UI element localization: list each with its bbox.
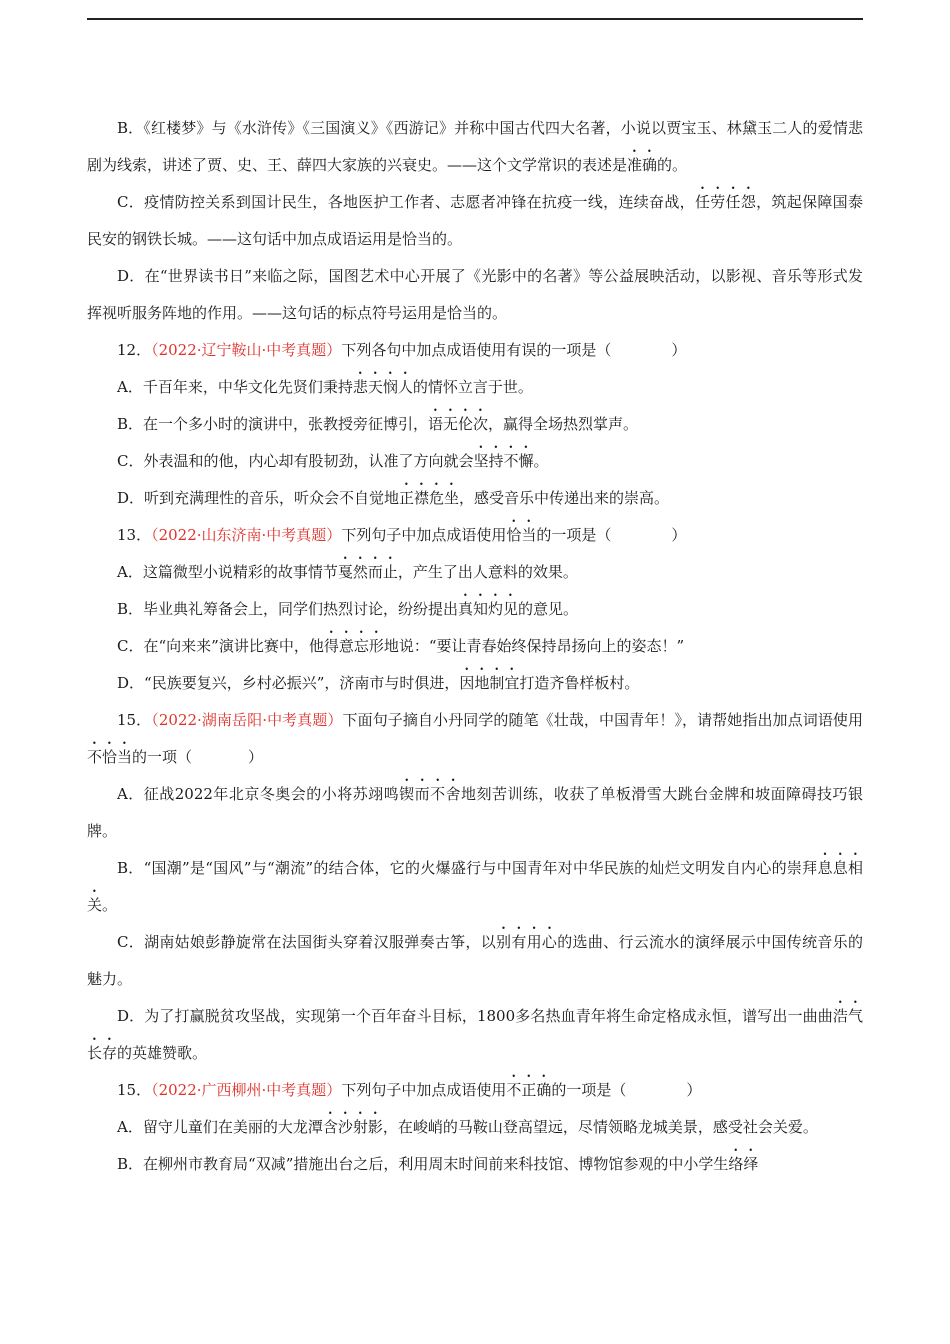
emphasis-word: 别有用心 xyxy=(496,933,558,951)
question-source: （2022·辽宁鞍山·中考真题） xyxy=(151,341,342,359)
q15b-stem: 15．（2022·广西柳州·中考真题）下列句子中加点成语使用不正确的一项是（ ） xyxy=(117,1081,702,1099)
q11-option-d: D．在“世界读书日”来临之际，国图艺术中心开展了《光影中的名著》等公益展映活动，以影视、音乐等形式发挥视听服务阵地的作用。——这句话的标点符号运用是恰当的。 xyxy=(87,267,863,322)
q15a-option-a: A．征战2022年北京冬奥会的小将苏翊鸣锲而不舍地刻苦训练，收获了单板滑雪大跳台金牌和坡面障碍技巧银牌。 xyxy=(87,785,863,840)
q15a-option-b: B．“国潮”是“国风”与“潮流”的结合体，它的火爆盛行与中国青年对中华民族的灿烂文明发自内心的崇拜息息相关。 xyxy=(87,859,863,914)
q15b-option-b: B．在柳州市教育局“双减”措施出台之后，利用周末时间前来科技馆、博物馆参观的中小学生络绎 xyxy=(117,1155,759,1173)
question-source: （2022·广西柳州·中考真题） xyxy=(151,1081,342,1099)
emphasis-word: 坚持不懈 xyxy=(473,452,534,470)
emphasis-word: 语无伦次 xyxy=(428,415,489,433)
emphasis-word: 因地制宜 xyxy=(459,674,520,692)
q15b-option-a: A．留守儿童们在美丽的大龙潭含沙射影，在峻峭的马鞍山登高望远，尽情领略龙城美景，感受社会关爱。 xyxy=(117,1118,818,1136)
emphasis-word: 准确 xyxy=(627,156,658,174)
q11-option-c: C．疫情防控关系到国计民生，各地医护工作者、志愿者冲锋在抗疫一线，连续奋战，任劳任怨，筑起保障国泰民安的钢铁长城。——这句话中加点成语运用是恰当的。 xyxy=(87,193,863,248)
q12-stem: 12．（2022·辽宁鞍山·中考真题）下列各句中加点成语使用有误的一项是（ ） xyxy=(117,341,687,359)
emphasis-word: 不正确 xyxy=(506,1081,552,1099)
q15a-stem: 15．（2022·湖南岳阳·中考真题）下面句子摘自小丹同学的随笔《壮哉，中国青年！》，请帮她指出加点词语使用不恰当的一项（ ） xyxy=(87,711,863,766)
q13-option-c: C．在“向来来”演讲比赛中，他得意忘形地说：“要让青春始终保持昂扬向上的姿态！” xyxy=(117,637,685,655)
q15a-option-d: D．为了打赢脱贫攻坚战，实现第一个百年奋斗目标，1800多名热血青年将生命定格成永恒，谱写出一曲曲浩气长存的英雄赞歌。 xyxy=(87,1007,863,1062)
emphasis-word: 得意忘形 xyxy=(323,637,384,655)
document-body xyxy=(87,110,863,1183)
q12-option-c: C．外表温和的他，内心却有股韧劲，认准了方向就会坚持不懈。 xyxy=(117,452,549,470)
q13-option-a: A．这篇微型小说精彩的故事情节戛然而止，产生了出人意料的效果。 xyxy=(117,563,578,581)
emphasis-word: 戛然而止 xyxy=(337,563,398,581)
q13-stem: 13．（2022·山东济南·中考真题）下列句子中加点成语使用恰当的一项是（ ） xyxy=(117,526,687,544)
header-rule xyxy=(87,18,863,20)
q13-option-d: D．“民族要复兴，乡村必振兴”，济南市与时俱进，因地制宜打造齐鲁样板村。 xyxy=(117,674,640,692)
question-source: （2022·山东济南·中考真题） xyxy=(151,526,342,544)
emphasis-word: 真知灼见 xyxy=(458,600,519,618)
q11-option-b: B．《红楼梦》与《水浒传》《三国演义》《西游记》并称中国古代四大名著，小说以贾宝玉、林黛玉二人的爱情悲剧为线索，讲述了贾、史、王、薛四大家族的兴衰史。——这个文学常识的表述是准确的。 xyxy=(87,119,863,174)
q12-option-d: D．听到充满理性的音乐，听众会不自觉地正襟危坐，感受音乐中传递出来的崇高。 xyxy=(117,489,670,507)
emphasis-word: 悲天悯人 xyxy=(352,378,413,396)
q12-option-a: A．千百年来，中华文化先贤们秉持悲天悯人的情怀立言于世。 xyxy=(117,378,533,396)
question-source: （2022·湖南岳阳·中考真题） xyxy=(151,711,343,729)
emphasis-word: 息息相关 xyxy=(87,859,863,914)
emphasis-word: 含沙射影 xyxy=(322,1118,383,1136)
emphasis-word: 浩气长存 xyxy=(87,1007,863,1062)
q13-option-b: B．毕业典礼筹备会上，同学们热烈讨论，纷纷提出真知灼见的意见。 xyxy=(117,600,579,618)
emphasis-word: 不恰当 xyxy=(87,748,133,766)
q12-option-b: B．在一个多小时的演讲中，张教授旁征博引，语无伦次，赢得全场热烈掌声。 xyxy=(117,415,639,433)
emphasis-word: 络绎 xyxy=(728,1155,759,1173)
q15a-option-c: C．湖南姑娘彭静旋常在法国街头穿着汉服弹奏古筝，以别有用心的选曲、行云流水的演绎展示中国传统音乐的魅力。 xyxy=(87,933,863,988)
emphasis-word: 正襟危坐 xyxy=(399,489,460,507)
emphasis-word: 锲而不舍 xyxy=(399,785,462,803)
emphasis-word: 任劳任怨 xyxy=(694,193,757,211)
emphasis-word: 恰当 xyxy=(506,526,537,544)
